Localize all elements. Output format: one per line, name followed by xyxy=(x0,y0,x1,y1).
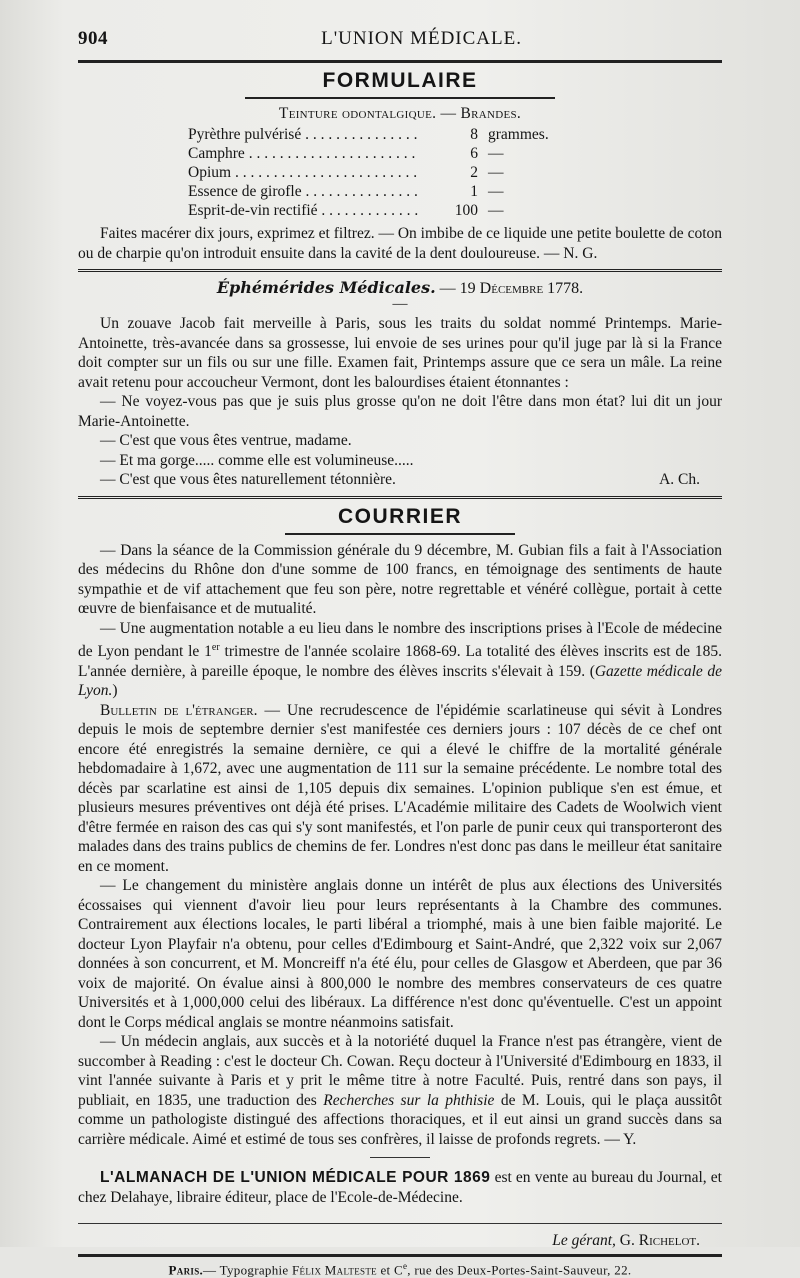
ingredient-unit: — xyxy=(488,164,504,181)
ingredient-unit: grammes. xyxy=(488,126,549,143)
recipe-title xyxy=(78,105,722,123)
ingredient-name: Camphre . . . xyxy=(188,144,418,163)
gerant-name: G. Richelot. xyxy=(615,1231,700,1249)
almanach-notice xyxy=(78,1168,722,1207)
courrier-paragraph: — Le changement du ministère anglais donne un intérêt de plus aux élections des Universités écossaises qui viennent d'avoir lieu pour leurs représentants à la Chambre des communes. Contrairement aux élections locales, le parti libéral a triomphé, mais à une bien faible majorité. Le docteur Lyon Playfair n'a obtenu, pour celles d'Edimbourg et Saint-André, que 2,322 voix sur 2,067 données à son concurrent, et M. Moncreiff n'a été élu, pour celles de Glasgow et Aberdeen, que par 36 voix de majorité. On évalue ainsi à 800,000 le nombre des membres conservateurs de ces quatre Universités et à 1,000,000 celui des libéraux. La différence n'est donc qu'éventuelle. C'est un appoint dont le Corps médical anglais se montre néanmoins satisfait. xyxy=(78,877,722,1031)
almanach-text: est en vente au bureau du Journal, et chez Delahaye, libraire éditeur, place de l'Ecole-de-Médecine. xyxy=(78,1169,722,1206)
almanach-title: L'ALMANACH DE L'UNION MÉDICALE POUR 1869 xyxy=(100,1169,491,1187)
ephemerides-heading: Éphémérides Médicales. xyxy=(216,278,436,297)
ingredient-name: Opium . . . xyxy=(188,163,418,182)
book-title: Recherches sur la phthisie xyxy=(323,1091,495,1109)
courrier-text: — Une augmentation notable a eu lieu dans le nombre des inscriptions prises à l'Ecole de médecine de Lyon pendant le 1 xyxy=(78,619,722,661)
recipe-instructions: Faites macérer dix jours, exprimez et filtrez. — On imbibe de ce liquide une petite boulette de coton ou de charpie qu'on introduit ensuite dans la cavité de la dent douloureuse. — N. G. xyxy=(78,225,722,262)
page-number: 904 xyxy=(78,28,108,49)
ingredient-list xyxy=(188,125,568,220)
imprint-rule xyxy=(78,1254,722,1257)
imprint-text: et C xyxy=(376,1261,403,1277)
courrier-text: de M. Louis, qui le plaça aussitôt comme un pathologiste distingué des affections thoraciques, et il eut ainsi un grand succès dans sa carrière médicale. Aimé et estimé de tous ses confrères, il laisse de profonds regrets. — Y. xyxy=(78,1091,722,1148)
gerant-label: Le gérant, xyxy=(552,1231,616,1249)
ingredient-unit: — xyxy=(488,183,504,200)
ingredient-unit: — xyxy=(488,202,504,219)
formulaire-underline xyxy=(245,97,555,99)
ephemerides-dialogue: — Ne voyez-vous pas que je suis plus grosse qu'on ne doit l'être dans mon état? lui dit un jour Marie-Antoinette. xyxy=(78,393,722,430)
ingredient-row xyxy=(188,163,568,182)
ephemerides-dialogue: — C'est que vous êtes ventrue, madame. xyxy=(100,432,352,449)
ephemerides-dash: — xyxy=(435,280,460,297)
ephemerides-paragraph: Un zouave Jacob fait merveille à Paris, sous les traits du soldat nommé Printemps. Marie-Antoinette, très-avancée dans sa grossesse, lui envoie de ses urines pour qu'il juge par là si la France doit compter sur un fils ou sur une fille. Examen fait, Printemps assure que ce sera un mâle. La reine avait retenu pour accoucheur Vermont, dont les balourdises étaient étonnantes : xyxy=(78,315,722,391)
imprint-city: Paris. xyxy=(168,1261,204,1277)
superscript: e xyxy=(403,1260,408,1271)
ingredient-qty: 8 xyxy=(470,126,478,143)
recipe-name: Teinture odontalgique. xyxy=(278,105,437,122)
ingredient-qty: 6 xyxy=(470,145,478,162)
section-divider xyxy=(78,269,722,272)
ingredient-name: Esprit-de-vin rectifié . . . xyxy=(188,201,418,220)
ingredient-name: Pyrèthre pulvérisé . . . xyxy=(188,125,418,144)
ephemerides-dialogue: — C'est que vous êtes naturellement tétonnière. xyxy=(100,471,396,488)
bulletin-lead: Bulletin de l'étranger. xyxy=(100,701,258,719)
ephemerides-title xyxy=(78,278,722,298)
ingredient-row xyxy=(188,182,568,201)
header-rule xyxy=(78,60,722,63)
ingredient-row xyxy=(188,144,568,163)
ingredient-qty: 2 xyxy=(470,164,478,181)
ephemerides-date: 19 Décembre 1778. xyxy=(459,280,584,297)
courrier-underline xyxy=(285,533,515,535)
superscript: er xyxy=(211,642,220,653)
ephemerides-separator: — xyxy=(392,296,408,312)
printer-imprint xyxy=(78,1261,722,1278)
footer-rule xyxy=(78,1223,722,1224)
ephemerides-signature: A. Ch. xyxy=(659,471,700,488)
courrier-title: COURRIER xyxy=(337,504,462,528)
courrier-text: — Un médecin anglais, aux succès et à la notoriété duquel la France n'est pas étrangère, vient de succomber à Reading : c'est le docteur Ch. Cowan. Reçu docteur à l'Université d'Edimbourg en 1833, il vint l'année suivante à Paris et y prit le même titre à notre Faculté. Puis, rentré dans son pays, il publiait, en 1835, une traduction des xyxy=(78,1033,722,1109)
citation: Gazette médicale de Lyon. xyxy=(78,662,722,700)
imprint-text: — Typographie xyxy=(203,1261,293,1277)
ingredient-row xyxy=(188,201,568,220)
courrier-paragraph xyxy=(78,619,722,701)
courrier-text: trimestre de l'année scolaire 1868-69. La totalité des élèves inscrits est de 185. L'année dernière, à pareille époque, le nombre des élèves inscrits s'élevait à 159. ( xyxy=(78,643,722,680)
ingredient-qty: 100 xyxy=(454,202,478,219)
courrier-text: ) xyxy=(112,682,118,700)
courrier-paragraph xyxy=(78,1032,722,1149)
recipe-author: Brandes. xyxy=(460,105,522,122)
ephemerides-dialogue: — Et ma gorge..... comme elle est volumineuse..... xyxy=(100,451,414,469)
recipe-dash: — xyxy=(436,105,461,122)
running-head: L'UNION MÉDICALE. xyxy=(321,28,522,49)
courrier-paragraph: — Dans la séance de la Commission générale du 9 décembre, M. Gubian fils a fait à l'Association des médecins du Rhône don d'une somme de 100 francs, en témoignage des sentiments de haute sympathie et de vif attachement que feu son père, notre regrettable et vénéré collègue, portait à cette œuvre de bienfaisance et de mutualité. xyxy=(78,541,722,617)
section-divider xyxy=(78,496,722,499)
almanach-rule xyxy=(370,1157,430,1158)
ingredient-unit: — xyxy=(488,145,504,162)
imprint-address: , rue des Deux-Portes-Saint-Sauveur, 22. xyxy=(407,1261,632,1277)
ephemerides-last-line xyxy=(78,470,722,490)
formulaire-title: FORMULAIRE xyxy=(322,69,478,92)
imprint-printer: Félix Malteste xyxy=(292,1261,377,1277)
ingredient-row xyxy=(188,125,568,144)
ingredient-qty: 1 xyxy=(470,183,478,200)
page-header xyxy=(78,28,722,58)
courrier-paragraph xyxy=(78,701,722,877)
courrier-text: — Une recrudescence de l'épidémie scarlatineuse qui sévit à Londres depuis le mois de septembre dernier s'est manifestée ces derniers jours : 107 décès de ce chef ont encore été enregistrés la semaine dernière, ce qui a élevé le chiffre de la mortalité générale hebdomadaire à 1,672, avec une augmentation de 111 sur la semaine précédente. Le nombre total des décès par scarlatine est ainsi de 1,105 depuis dix semaines. L'opinion publique s'en est émue, et plusieurs mesures préventives ont déjà été prises. L'Académie militaire des Cadets de Woolwich vient d'être fermée en raison des cas qui s'y sont manifestés, et l'on parle de punir ceux qui transporteront des malades dans des trains publics de chemins de fer. Londres n'est donc pas dans le meilleur état sanitaire en ce moment. xyxy=(78,701,722,875)
ingredient-name: Essence de girofle . . . xyxy=(188,182,418,201)
